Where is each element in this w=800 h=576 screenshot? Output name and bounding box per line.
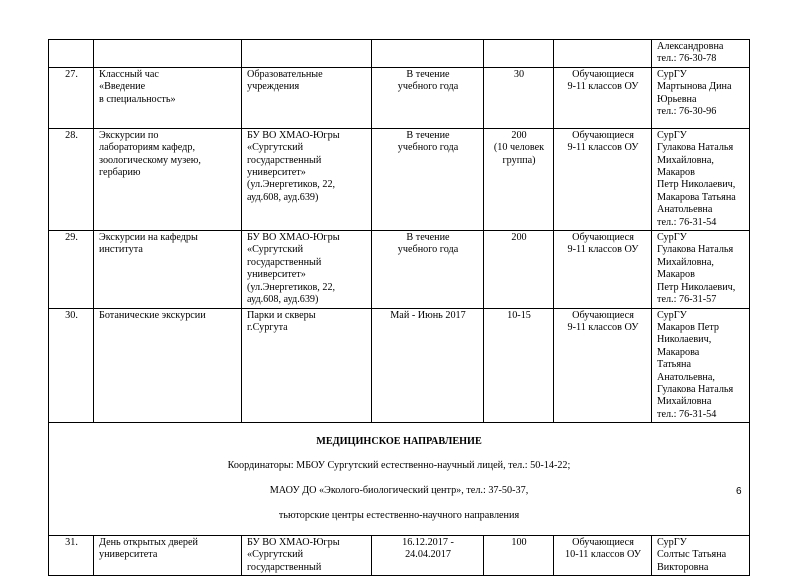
row-number: 30. xyxy=(49,308,94,423)
table-row xyxy=(49,40,750,68)
section-coordinators-2: МАОУ ДО «Эколого-биологический центр», тел.: 37-50-37, xyxy=(269,485,529,497)
event-cell: Экскурсии по лабораториям кафедр, зоологическому музею, гербарию xyxy=(94,128,242,230)
responsible-cell: СурГУ Макаров Петр Николаевич, Макарова Татьяна Анатольевна, Гулакова Наталья Михайловна тел.: 76-31-54 xyxy=(652,308,750,423)
responsible-cell: Александровна тел.: 76-30-78 xyxy=(652,40,750,68)
place-cell: Образовательные учреждения xyxy=(242,67,372,128)
table-row xyxy=(49,535,750,575)
events-table xyxy=(48,39,750,576)
participants-cell: Обучающиеся 9-11 классов ОУ xyxy=(554,308,652,423)
section-coordinators: Координаторы: МБОУ Сургутский естественно-научный лицей, тел.: 50-14-22; xyxy=(227,460,571,472)
participants-cell: Обучающиеся 9-11 классов ОУ xyxy=(554,231,652,308)
date-cell: В течение учебного года xyxy=(372,67,484,128)
responsible-cell: СурГУ Мартынова Дина Юрьевна тел.: 76-30-96 xyxy=(652,67,750,128)
section-header-row xyxy=(49,423,750,536)
page-number: 6 xyxy=(736,486,742,497)
count-cell: 200 (10 человек группа) xyxy=(484,128,554,230)
date-cell: Май - Июнь 2017 xyxy=(372,308,484,423)
responsible-cell: СурГУ Гулакова Наталья Михайловна, Макаров Петр Николаевич, тел.: 76-31-57 xyxy=(652,231,750,308)
event-cell: Ботанические экскурсии xyxy=(94,308,242,423)
participants-cell xyxy=(554,40,652,68)
section-title: МЕДИЦИНСКОЕ НАПРАВЛЕНИЕ xyxy=(316,435,482,447)
responsible-cell: СурГУ Солтыс Татьяна Викторовна xyxy=(652,535,750,575)
count-cell: 100 xyxy=(484,535,554,575)
date-cell: 16.12.2017 - 24.04.2017 xyxy=(372,535,484,575)
section-coordinators-3: тьюторские центры естественно-научного направления xyxy=(278,510,520,521)
row-number: 28. xyxy=(49,128,94,230)
responsible-cell: СурГУ Гулакова Наталья Михайловна, Макаров Петр Николаевич, Макарова Татьяна Анатольевна тел.: 76-31-54 xyxy=(652,128,750,230)
date-cell xyxy=(372,40,484,68)
place-cell xyxy=(242,40,372,68)
place-cell: Парки и скверы г.Сургута xyxy=(242,308,372,423)
count-cell xyxy=(484,40,554,68)
event-cell: Классный час «Введение в специальность» xyxy=(94,67,242,128)
participants-cell: Обучающиеся 10-11 классов ОУ xyxy=(554,535,652,575)
event-cell: Экскурсии на кафедры института xyxy=(94,231,242,308)
section-header xyxy=(49,423,750,536)
row-number: 31. xyxy=(49,535,94,575)
count-cell: 10-15 xyxy=(484,308,554,423)
row-number: 27. xyxy=(49,67,94,128)
table-row xyxy=(49,308,750,423)
date-cell: В течение учебного года xyxy=(372,231,484,308)
event-cell xyxy=(94,40,242,68)
place-cell: БУ ВО ХМАО-Югры «Сургутский государственный университет» (ул.Энергетиков, 22, ауд.608, ауд.639) xyxy=(242,231,372,308)
table-row xyxy=(49,128,750,230)
table-row xyxy=(49,231,750,308)
place-cell: БУ ВО ХМАО-Югры «Сургутский государственный университет» (ул.Энергетиков, 22, ауд.608, ауд.639) xyxy=(242,128,372,230)
table-row xyxy=(49,67,750,128)
event-cell: День открытых дверей университета xyxy=(94,535,242,575)
row-number: 29. xyxy=(49,231,94,308)
participants-cell: Обучающиеся 9-11 классов ОУ xyxy=(554,128,652,230)
row-number xyxy=(49,40,94,68)
count-cell: 30 xyxy=(484,67,554,128)
participants-cell: Обучающиеся 9-11 классов ОУ xyxy=(554,67,652,128)
place-cell: БУ ВО ХМАО-Югры «Сургутский государственный xyxy=(242,535,372,575)
date-cell: В течение учебного года xyxy=(372,128,484,230)
count-cell: 200 xyxy=(484,231,554,308)
